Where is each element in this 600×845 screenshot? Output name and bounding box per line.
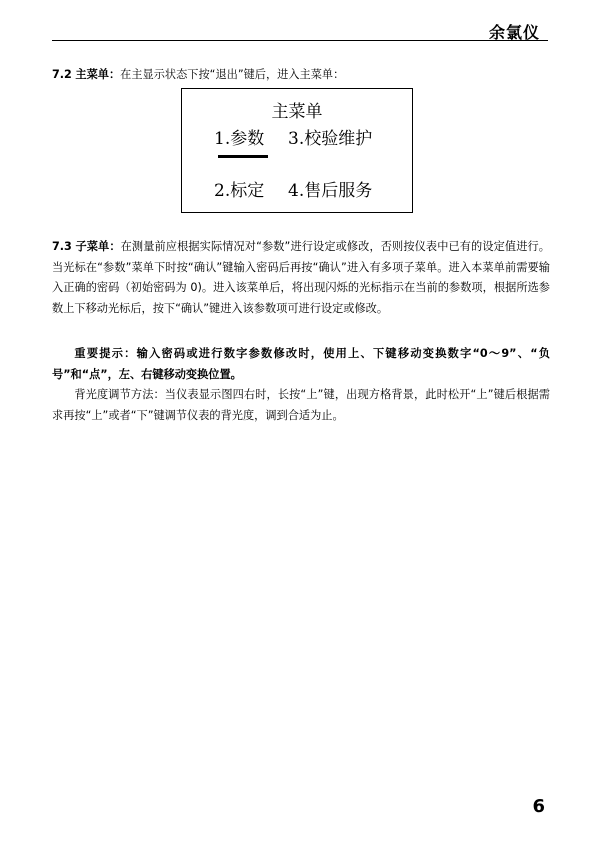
main-menu-display [181,88,413,213]
header-title: 余氯仪 [488,23,540,42]
page-number: 6 [532,796,545,817]
menu-cursor [218,155,268,158]
section-7-2-number: 7.2 [52,68,72,81]
section-7-3-text: 在测量前应根据实际情况对“参数”进行设定或修改，否则按仪表中已有的设定值进行。当光标在“参数”菜单下时按“确认”键输入密码后再按“确认”进入有多项子菜单。进入本菜单前需要输入正确的密码（初始密码为 0)。进入该菜单后，将出现闪烁的光标指示在当前的参数项，根据所选参数上下移动光标后，按下“确认”键进入该参数项可进行设定或修改。 [52,240,550,315]
section-7-2-text: 在主显示状态下按“退出”键后，进入主菜单： [120,68,345,81]
menu-item-calibration-maintenance: 3.校验维护 [288,129,373,149]
section-7-3-paragraph [52,237,550,319]
backlight-paragraph: 背光度调节方法：当仪表显示图四右时，长按“上”键，出现方格背景，此时松开“上”键后根据需求再按“上”或者“下”键调节仪表的背光度，调到合适为止。 [52,388,550,422]
section-7-2-paragraph [52,65,550,86]
important-tip-paragraph: 重要提示：输入密码或进行数字参数修改时，使用上、下键移动变换数字“0～9”、“负号”和“点”，左、右键移动变换位置。 [52,347,550,381]
menu-title: 主菜单 [271,102,323,122]
header-divider [52,40,548,41]
menu-item-after-sales-service: 4.售后服务 [288,181,373,201]
section-7-3-number: 7.3 [52,240,72,253]
section-7-2-title: 主菜单： [75,68,121,81]
menu-item-calibrate: 2.标定 [214,181,265,201]
section-7-3-title: 子菜单： [75,240,121,253]
menu-item-parameters: 1.参数 [214,129,265,149]
